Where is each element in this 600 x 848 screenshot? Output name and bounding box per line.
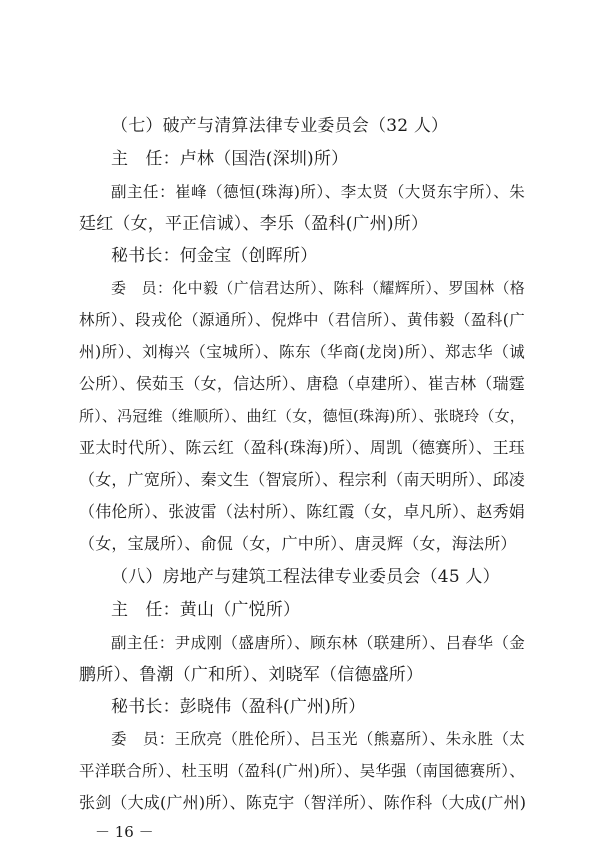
section-8-secretary-general: 秘书长：彭晓伟（盈科(广州)所） [111, 697, 366, 717]
section-7-members-line-6: 亚太时代所）、陈云红（盈科(珠海)所）、周凯（德赛所）、王珏 [79, 438, 525, 457]
section-7-members-line-7: （女，广宽所）、秦文生（智宸所）、程宗利（南天明所）、邱凌 [79, 470, 525, 489]
section-8-members-line-3: 张剑（大成(广州)所）、陈克宇（智洋所）、陈作科（大成(广州) [79, 793, 527, 812]
section-7-members-line-4: 公所）、侯茹玉（女，信达所）、唐稳（卓建所）、崔吉林（瑞霆 [79, 374, 525, 393]
page-number: － 16 － [95, 823, 154, 841]
section-8-vice-directors-line-2: 鹏所）、鲁潮（广和所）、刘晓军（信德盛所） [79, 665, 424, 685]
section-7-vice-directors-line-2: 廷红（女，平正信诚）、李乐（盈科(广州)所） [79, 214, 429, 234]
section-7-members-line-9: （女，宝晟所）、俞侃（女，广中所）、唐灵辉（女，海法所） [79, 534, 517, 553]
section-8-vice-directors-line-1: 副主任：尹成刚（盛唐所）、顾东林（联建所）、吕春华（金 [111, 634, 525, 652]
section-8-members-line-1: 委 员：王欣亮（胜伦所）、吕玉光（熊嘉所）、朱永胜（太 [111, 730, 525, 748]
section-7-members-line-3: 州)所）、刘梅兴（宝城所）、陈东（华商(龙岗)所）、郑志华（诚 [79, 343, 525, 361]
section-8-heading: （八）房地产与建筑工程法律专业委员会（45 人） [111, 567, 500, 587]
section-7-members-line-8: （伟伦所）、张波雷（法村所）、陈红霞（女，卓凡所）、赵秀娟 [79, 502, 525, 521]
section-7-vice-directors-line-1: 副主任：崔峰（德恒(珠海)所）、李太贤（大贤东宇所）、朱 [111, 183, 525, 201]
section-7-members-line-2: 林所）、段戎伦（源通所）、倪烨中（君信所）、黄伟毅（盈科(广 [79, 311, 525, 329]
section-7-members-line-5: 所）、冯冠维（维顺所）、曲红（女，德恒(珠海)所）、张晓玲（女， [79, 407, 525, 425]
section-7-secretary-general: 秘书长：何金宝（创晖所） [111, 246, 318, 266]
section-7-director: 主 任：卢林（国浩(深圳)所） [111, 149, 349, 169]
section-8-members-line-2: 平洋联合所）、杜玉明（盈科(广州)所）、吴华强（南国德赛所）、 [79, 762, 525, 780]
section-7-heading: （七）破产与清算法律专业委员会（32 人） [111, 116, 449, 136]
section-7-members-line-1: 委 员：化中毅（广信君达所）、陈科（耀辉所）、罗国林（格 [111, 279, 525, 297]
section-8-director: 主 任：黄山（广悦所） [111, 600, 301, 620]
